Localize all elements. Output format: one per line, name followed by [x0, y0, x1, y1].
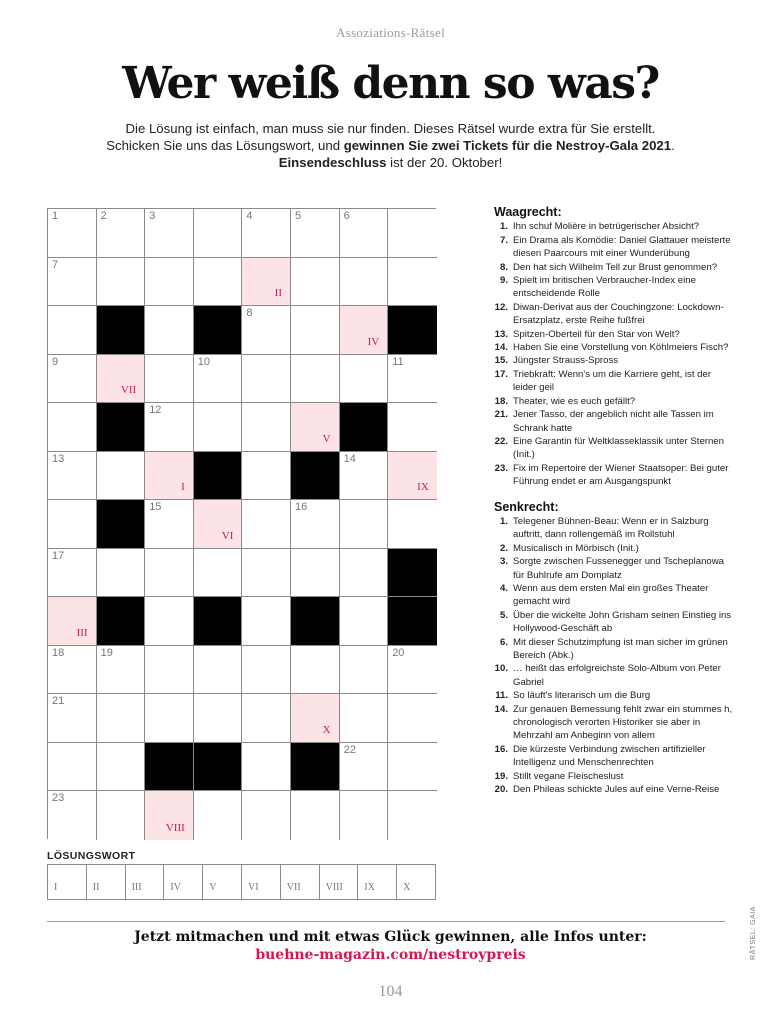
intro-line-2: [60, 137, 721, 154]
solution-marker: VII: [120, 384, 137, 396]
grid-cell[interactable]: [145, 500, 194, 549]
crossword-grid: [47, 208, 436, 839]
across-clue: [494, 408, 734, 435]
deadline-label: Einsendeschluss: [278, 155, 387, 170]
grid-cell[interactable]: [388, 694, 437, 743]
cell-number: 4: [246, 210, 253, 222]
grid-cell[interactable]: [145, 694, 194, 743]
grid-cell: [194, 743, 243, 792]
down-clue: [494, 555, 734, 582]
clue-text: Zur genauen Bemessung fehlt zwar ein stummes h, chronologisch verorten Historiker sie aber in Mehrzahl am Anbeginn von allem: [513, 703, 733, 742]
clue-number: 6.: [499, 636, 508, 648]
down-clue: [494, 662, 734, 689]
down-clue: [494, 515, 734, 542]
cell-number: 8: [246, 307, 253, 319]
solution-marker: VIII: [165, 821, 185, 834]
clue-number: 11.: [495, 690, 508, 702]
grid-cell[interactable]: [242, 500, 291, 549]
clue-number: 20.: [494, 784, 508, 796]
solution-cell-label: X: [403, 882, 411, 893]
clue-number: 2.: [499, 542, 508, 554]
clue-text: Theater, wie es euch gefällt?: [513, 395, 636, 407]
cell-number: 21: [52, 695, 65, 707]
cell-number: 15: [149, 501, 162, 513]
cell-number: 1: [52, 210, 59, 222]
grid-cell[interactable]: [340, 694, 389, 743]
grid-cell[interactable]: [388, 355, 437, 404]
across-clue: [494, 328, 734, 341]
clue-number: 9.: [499, 275, 508, 287]
solution-cell-label: V: [209, 882, 217, 893]
grid-cell[interactable]: [145, 403, 194, 452]
grid-cell[interactable]: [242, 549, 291, 598]
clue-number: 12.: [494, 301, 508, 313]
clue-text: Eine Garantin für Weltklasseklassik unter Sternen (Init.): [513, 435, 724, 461]
down-clue: [494, 582, 734, 609]
clue-text: Triebkraft: Wenn's um die Karriere geht, ist der leider geil: [513, 368, 712, 394]
cell-number: 11: [392, 355, 404, 368]
grid-cell[interactable]: [97, 743, 146, 792]
puzzle-credit: RÄTSEL: GAIA: [750, 906, 757, 960]
grid-cell: [388, 597, 437, 646]
clue-text: Jüngster Strauss-Spross: [513, 355, 619, 367]
grid-cell[interactable]: [388, 791, 437, 840]
solution-cell-label: III: [131, 882, 142, 893]
clue-number: 15.: [494, 355, 508, 367]
solution-cell-label: VI: [247, 882, 259, 893]
cell-number: 23: [52, 792, 65, 804]
cell-number: 13: [52, 452, 65, 465]
grid-cell: [291, 743, 340, 792]
grid-cell[interactable]: [340, 646, 389, 695]
grid-cell: [388, 306, 437, 355]
clue-number: 19.: [494, 770, 508, 782]
solution-marker: IV: [367, 335, 380, 348]
section-label: Assoziations-Rätsel: [336, 25, 445, 40]
grid-cell[interactable]: [48, 403, 97, 452]
cell-number: 7: [52, 258, 59, 271]
grid-cell[interactable]: [242, 306, 291, 355]
across-clue: [494, 395, 734, 408]
grid-cell[interactable]: [291, 403, 340, 452]
intro-line-2-end: .: [671, 138, 675, 153]
solution-cell-label: IX: [364, 882, 375, 893]
clue-number: 14.: [494, 342, 508, 354]
grid-cell[interactable]: [291, 646, 340, 695]
grid-cell[interactable]: [48, 355, 97, 404]
grid-cell[interactable]: [340, 452, 389, 501]
clue-number: 5.: [499, 609, 508, 621]
grid-cell[interactable]: [194, 646, 243, 695]
grid-cell: [340, 403, 389, 452]
grid-cell[interactable]: [145, 791, 194, 840]
grid-cell[interactable]: [97, 549, 146, 598]
grid-cell[interactable]: [340, 743, 389, 792]
down-clue-list: [494, 515, 734, 797]
clue-number: 13.: [494, 328, 508, 340]
grid-cell[interactable]: [48, 791, 97, 840]
cell-number: 10: [197, 355, 211, 368]
grid-cell: [194, 597, 243, 646]
across-clue: [494, 462, 734, 489]
grid-cell: [291, 452, 340, 501]
grid-cell[interactable]: [340, 355, 389, 404]
clue-text: Den Phileas schickte Jules auf eine Verne-Reise: [513, 784, 720, 796]
grid-cell[interactable]: [242, 258, 291, 307]
clue-number: 18.: [494, 395, 508, 407]
cell-number: 22: [343, 743, 356, 756]
across-clue: [494, 368, 734, 395]
grid-cell[interactable]: [242, 646, 291, 695]
page-number: 104: [378, 983, 403, 1000]
grid-cell[interactable]: [194, 403, 243, 452]
grid-cell[interactable]: [291, 355, 340, 404]
call-to-action: [0, 928, 781, 964]
grid-cell[interactable]: [97, 355, 146, 404]
across-clue: [494, 435, 734, 462]
grid-cell[interactable]: [48, 306, 97, 355]
grid-cell[interactable]: [242, 209, 291, 258]
solution-cell[interactable]: [126, 865, 165, 899]
down-clue: [494, 609, 734, 636]
grid-cell[interactable]: [242, 355, 291, 404]
grid-cell[interactable]: [388, 403, 437, 452]
solution-cell-label: IV: [170, 882, 181, 893]
solution-cell[interactable]: [397, 865, 435, 899]
clue-text: Ein Drama als Komödie: Daniel Glattauer meisterte diesen Paarcours mit einer Wunderübung: [513, 234, 731, 260]
solution-cell[interactable]: [203, 865, 242, 899]
grid-cell[interactable]: [48, 694, 97, 743]
clue-text: Spielt im britischen Verbraucher-Index eine entscheidende Rolle: [513, 275, 696, 300]
down-heading: Senkrecht:: [494, 499, 559, 514]
clue-number: 22.: [494, 435, 508, 447]
intro-prize: gewinnen Sie zwei Tickets für die Nestroy-Gala 2021: [343, 138, 672, 153]
grid-cell[interactable]: [97, 646, 146, 695]
solution-cell-label: II: [92, 882, 100, 893]
grid-cell[interactable]: [340, 306, 389, 355]
cta-text: Jetzt mitmachen und mit etwas Glück gewinnen, alle Infos unter:: [134, 929, 647, 945]
grid-cell[interactable]: [194, 355, 243, 404]
solution-cell-label: VII: [286, 882, 301, 893]
grid-cell[interactable]: [48, 500, 97, 549]
grid-cell[interactable]: [194, 791, 243, 840]
down-clue: [494, 689, 734, 702]
clue-text: Spitzen-Oberteil für den Star von Welt?: [513, 328, 680, 340]
intro-line-1: Die Lösung ist einfach, man muss sie nur finden. Dieses Rätsel wurde extra für Sie erstellt.: [125, 121, 656, 136]
down-clue: [494, 770, 734, 783]
grid-cell[interactable]: [97, 452, 146, 501]
clue-text: Ihn schuf Molière in betrügerischer Absicht?: [513, 221, 700, 233]
clue-number: 1.: [499, 515, 508, 527]
clue-text: Jener Tasso, der angeblich nicht alle Tassen im Schrank hatte: [513, 409, 714, 434]
grid-cell[interactable]: [291, 258, 340, 307]
down-clue: [494, 703, 734, 743]
clue-number: 14.: [494, 703, 508, 715]
grid-cell[interactable]: [340, 549, 389, 598]
grid-cell[interactable]: [48, 209, 97, 258]
clue-text: Über die wickelte John Grisham seinen Einstieg ins Hollywood-Geschäft ab: [513, 609, 732, 635]
solution-cell-label: VIII: [325, 882, 343, 893]
grid-cell[interactable]: [291, 500, 340, 549]
grid-cell[interactable]: [242, 791, 291, 840]
cell-number: 18: [52, 646, 65, 659]
cell-number: 9: [52, 355, 59, 368]
solution-label: LÖSUNGSWORT: [47, 850, 136, 862]
solution-marker: III: [76, 626, 88, 639]
clue-text: Die kürzeste Verbindung zwischen artifizieller Intelligenz und Menschenrechten: [513, 743, 706, 769]
clue-text: Fix im Repertoire der Wiener Staatsoper: Bei guter Führung endet er am Ausgangspunkt: [513, 462, 729, 488]
grid-cell[interactable]: [242, 403, 291, 452]
cell-number: 5: [295, 210, 302, 222]
grid-cell[interactable]: [145, 258, 194, 307]
grid-cell[interactable]: [194, 258, 243, 307]
grid-cell[interactable]: [340, 791, 389, 840]
clue-text: Diwan-Derivat aus der Couchingzone: Lockdown-Ersatzplatz, erste Reihe fußfrei: [513, 301, 724, 327]
clue-text: Sorgte zwischen Fussenegger und Tscheplanowa für Buhlrufe am Domplatz: [513, 556, 725, 581]
intro-text: [60, 120, 721, 171]
grid-cell[interactable]: [388, 500, 437, 549]
footer-divider: [47, 921, 725, 922]
solution-cell[interactable]: [320, 865, 359, 899]
grid-cell: [291, 597, 340, 646]
across-clue: [494, 341, 734, 354]
clue-text: Mit dieser Schutzimpfung ist man sicher im grünen Bereich (Abk.): [513, 636, 728, 661]
grid-cell[interactable]: [340, 597, 389, 646]
down-clue: [494, 542, 734, 555]
grid-cell: [388, 549, 437, 598]
grid-cell[interactable]: [388, 209, 437, 258]
solution-marker: I: [181, 481, 185, 493]
grid-cell[interactable]: [97, 791, 146, 840]
solution-cell[interactable]: [242, 865, 281, 899]
clue-number: 3.: [499, 556, 508, 568]
grid-cell[interactable]: [48, 597, 97, 646]
cell-number: 17: [52, 549, 65, 562]
grid-cell: [194, 306, 243, 355]
grid-cell[interactable]: [194, 209, 243, 258]
grid-cell[interactable]: [145, 646, 194, 695]
grid-cell[interactable]: [291, 209, 340, 258]
grid-cell[interactable]: [145, 306, 194, 355]
clue-number: 7.: [499, 234, 508, 246]
grid-cell[interactable]: [145, 355, 194, 404]
intro-line-2-plain: Schicken Sie uns das Lösungswort, und: [106, 138, 344, 153]
down-clue: [494, 743, 734, 770]
clue-text: Den hat sich Wilhelm Tell zur Brust genommen?: [513, 261, 718, 273]
clue-text: Wenn aus dem ersten Mal ein großes Theater gemacht wird: [513, 582, 709, 608]
grid-cell[interactable]: [388, 452, 437, 501]
grid-cell[interactable]: [340, 500, 389, 549]
clue-text: Telegener Bühnen-Beau: Wenn er in Salzburg auftritt, dann rollengemäß im Rollstuhl: [513, 515, 709, 541]
grid-cell[interactable]: [48, 452, 97, 501]
clue-number: 4.: [499, 582, 508, 594]
grid-cell[interactable]: [145, 452, 194, 501]
cell-number: 12: [149, 404, 162, 416]
grid-cell[interactable]: [388, 258, 437, 307]
grid-cell[interactable]: [388, 743, 437, 792]
grid-cell: [97, 597, 146, 646]
cell-number: 20: [392, 646, 405, 659]
solution-cell[interactable]: [358, 865, 397, 899]
across-clue-list: [494, 220, 734, 488]
grid-cell[interactable]: [242, 452, 291, 501]
clue-number: 16.: [494, 743, 508, 755]
grid-cell: [145, 743, 194, 792]
grid-cell[interactable]: [97, 694, 146, 743]
solution-cell[interactable]: [87, 865, 126, 899]
clues-panel: [494, 206, 734, 796]
grid-cell[interactable]: [388, 646, 437, 695]
solution-row: [47, 864, 436, 900]
across-heading: Waagrecht:: [494, 205, 562, 219]
grid-cell: [194, 452, 243, 501]
down-clue: [494, 783, 734, 796]
solution-cell[interactable]: [164, 865, 203, 899]
across-clue: [494, 274, 734, 301]
grid-cell[interactable]: [194, 694, 243, 743]
deadline-text: ist der 20. Oktober!: [386, 155, 503, 170]
clue-number: 23.: [494, 462, 508, 474]
solution-cell[interactable]: [48, 865, 87, 899]
cell-number: 2: [100, 210, 107, 222]
grid-cell: [97, 403, 146, 452]
grid-cell: [97, 500, 146, 549]
solution-marker: V: [322, 432, 331, 445]
grid-cell[interactable]: [48, 743, 97, 792]
grid-cell[interactable]: [97, 258, 146, 307]
grid-cell[interactable]: [291, 306, 340, 355]
clue-number: 17.: [494, 368, 508, 380]
grid-cell[interactable]: [145, 549, 194, 598]
clue-number: 1.: [499, 221, 508, 233]
cell-number: 6: [343, 210, 350, 222]
across-clue: [494, 354, 734, 367]
grid-cell[interactable]: [194, 500, 243, 549]
clue-number: 21.: [494, 409, 508, 421]
clue-text: … heißt das erfolgreichste Solo-Album von Peter Gabriel: [513, 663, 721, 688]
solution-marker: X: [322, 723, 331, 736]
cell-number: 16: [295, 501, 308, 513]
grid-cell[interactable]: [291, 694, 340, 743]
grid-cell[interactable]: [340, 258, 389, 307]
across-clue: [494, 220, 734, 233]
solution-marker: II: [274, 287, 282, 299]
cell-number: 14: [343, 452, 356, 465]
cell-number: 19: [100, 646, 113, 659]
grid-cell[interactable]: [242, 597, 291, 646]
grid-cell: [97, 306, 146, 355]
grid-cell[interactable]: [145, 209, 194, 258]
grid-cell[interactable]: [97, 209, 146, 258]
grid-cell[interactable]: [291, 791, 340, 840]
grid-cell[interactable]: [242, 694, 291, 743]
grid-cell[interactable]: [340, 209, 389, 258]
page-title: Wer weiß denn so was?: [122, 58, 659, 109]
solution-cell-label: I: [54, 882, 58, 893]
solution-marker: IX: [417, 481, 429, 493]
across-clue: [494, 234, 734, 261]
grid-cell[interactable]: [242, 743, 291, 792]
cell-number: 3: [149, 210, 156, 222]
clue-text: Musicalisch in Mörbisch (Init.): [513, 542, 639, 554]
grid-cell[interactable]: [194, 549, 243, 598]
grid-cell[interactable]: [48, 549, 97, 598]
clue-text: So läuft's literarisch um die Burg: [513, 690, 651, 702]
clue-text: Stillt vegane Fleischeslust: [513, 770, 624, 782]
intro-line-3: [60, 154, 721, 171]
across-clue: [494, 261, 734, 274]
grid-cell[interactable]: [48, 646, 97, 695]
clue-text: Haben Sie eine Vorstellung von Köhlmeiers Fisch?: [513, 342, 729, 354]
grid-cell[interactable]: [145, 597, 194, 646]
clue-number: 8.: [499, 261, 508, 273]
grid-cell[interactable]: [291, 549, 340, 598]
solution-cell[interactable]: [281, 865, 320, 899]
cta-link[interactable]: buehne-magazin.com/nestroypreis: [255, 947, 526, 963]
clue-number: 10.: [494, 663, 508, 675]
solution-marker: VI: [221, 529, 234, 542]
across-clue: [494, 301, 734, 328]
grid-cell[interactable]: [48, 258, 97, 307]
down-clue: [494, 636, 734, 663]
